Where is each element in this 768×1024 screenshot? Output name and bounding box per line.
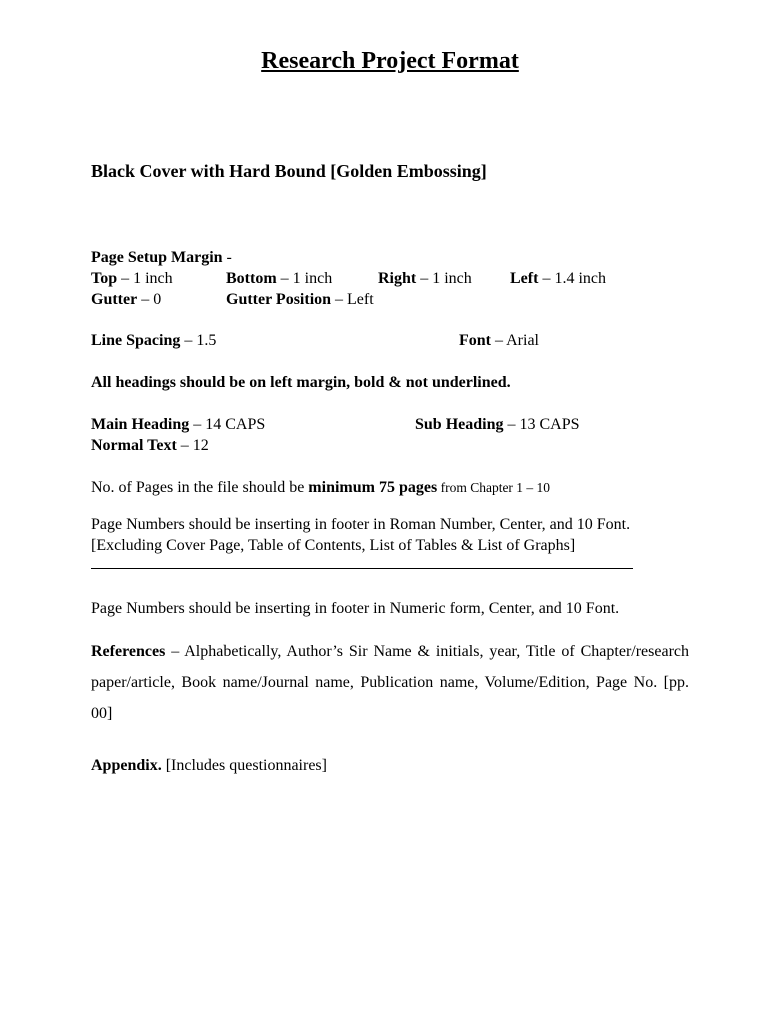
gutter-label: Gutter [91, 291, 138, 308]
appendix [91, 755, 327, 776]
margin-left-value: – 1.4 inch [538, 270, 606, 287]
sub-heading-value: – 13 CAPS [503, 416, 580, 433]
pages-post: from Chapter 1 – 10 [437, 480, 551, 495]
appendix-label: Appendix. [91, 757, 162, 774]
line-spacing [91, 330, 216, 351]
appendix-text: [Includes questionnaires] [161, 757, 327, 774]
margin-left-label: Left [510, 270, 539, 287]
line-spacing-label: Line Spacing [91, 332, 181, 349]
main-heading-value: – 14 CAPS [189, 416, 266, 433]
headings-note: All headings should be on left margin, bold & not underlined. [91, 374, 511, 391]
references-text: – Alphabetically, Author’s Sir Name & initials, year, Title of Chapter/research paper/article, Book name/Journal name, Publication name, Volume/Edition, Page No. [pp. 00] [91, 643, 689, 722]
margin-top-value: – 1 inch [117, 270, 173, 287]
margin-top-label: Top [91, 270, 118, 287]
margin-bottom [226, 268, 332, 289]
gutter-position [226, 289, 374, 310]
sub-heading-size [415, 414, 580, 435]
roman-numbering-line1: Page Numbers should be inserting in footer in Roman Number, Center, and 10 Font. [91, 516, 631, 533]
normal-text-value: – 12 [176, 437, 209, 454]
gutter-value: – 0 [137, 291, 162, 308]
font-spec [459, 330, 539, 351]
references-label: References [91, 643, 166, 660]
normal-text-label: Normal Text [91, 437, 177, 454]
horizontal-divider [91, 568, 633, 569]
margin-right-value: – 1 inch [416, 270, 472, 287]
normal-text-size [91, 435, 209, 456]
main-heading-size [91, 414, 265, 435]
line-spacing-value: – 1.5 [180, 332, 217, 349]
sub-heading-label: Sub Heading [415, 416, 504, 433]
margin-bottom-label: Bottom [226, 270, 277, 287]
margin-right [378, 268, 472, 289]
main-heading-label: Main Heading [91, 416, 190, 433]
page-title: Research Project Format [261, 48, 519, 74]
margin-left [510, 268, 606, 289]
margin-heading: Page Setup Margin [91, 249, 223, 266]
margin-bottom-value: – 1 inch [276, 270, 333, 287]
pages-pre: No. of Pages in the file should be [91, 479, 309, 496]
gutter-position-label: Gutter Position [226, 291, 332, 308]
margin-top [91, 268, 173, 289]
margin-heading-line [91, 247, 232, 268]
pages-requirement [91, 477, 550, 498]
roman-numbering-line2: [Excluding Cover Page, Table of Contents, List of Tables & List of Graphs] [91, 537, 576, 554]
numeric-numbering: Page Numbers should be inserting in footer in Numeric form, Center, and 10 Font. [91, 600, 620, 617]
pages-bold: minimum 75 pages [308, 479, 438, 496]
references-paragraph [91, 636, 689, 729]
margin-heading-suffix: - [222, 249, 232, 266]
gutter-position-value: – Left [331, 291, 374, 308]
font-label: Font [459, 332, 491, 349]
margin-right-label: Right [378, 270, 417, 287]
font-value: – Arial [491, 332, 539, 349]
gutter [91, 289, 161, 310]
cover-line: Black Cover with Hard Bound [Golden Embossing] [91, 161, 487, 181]
